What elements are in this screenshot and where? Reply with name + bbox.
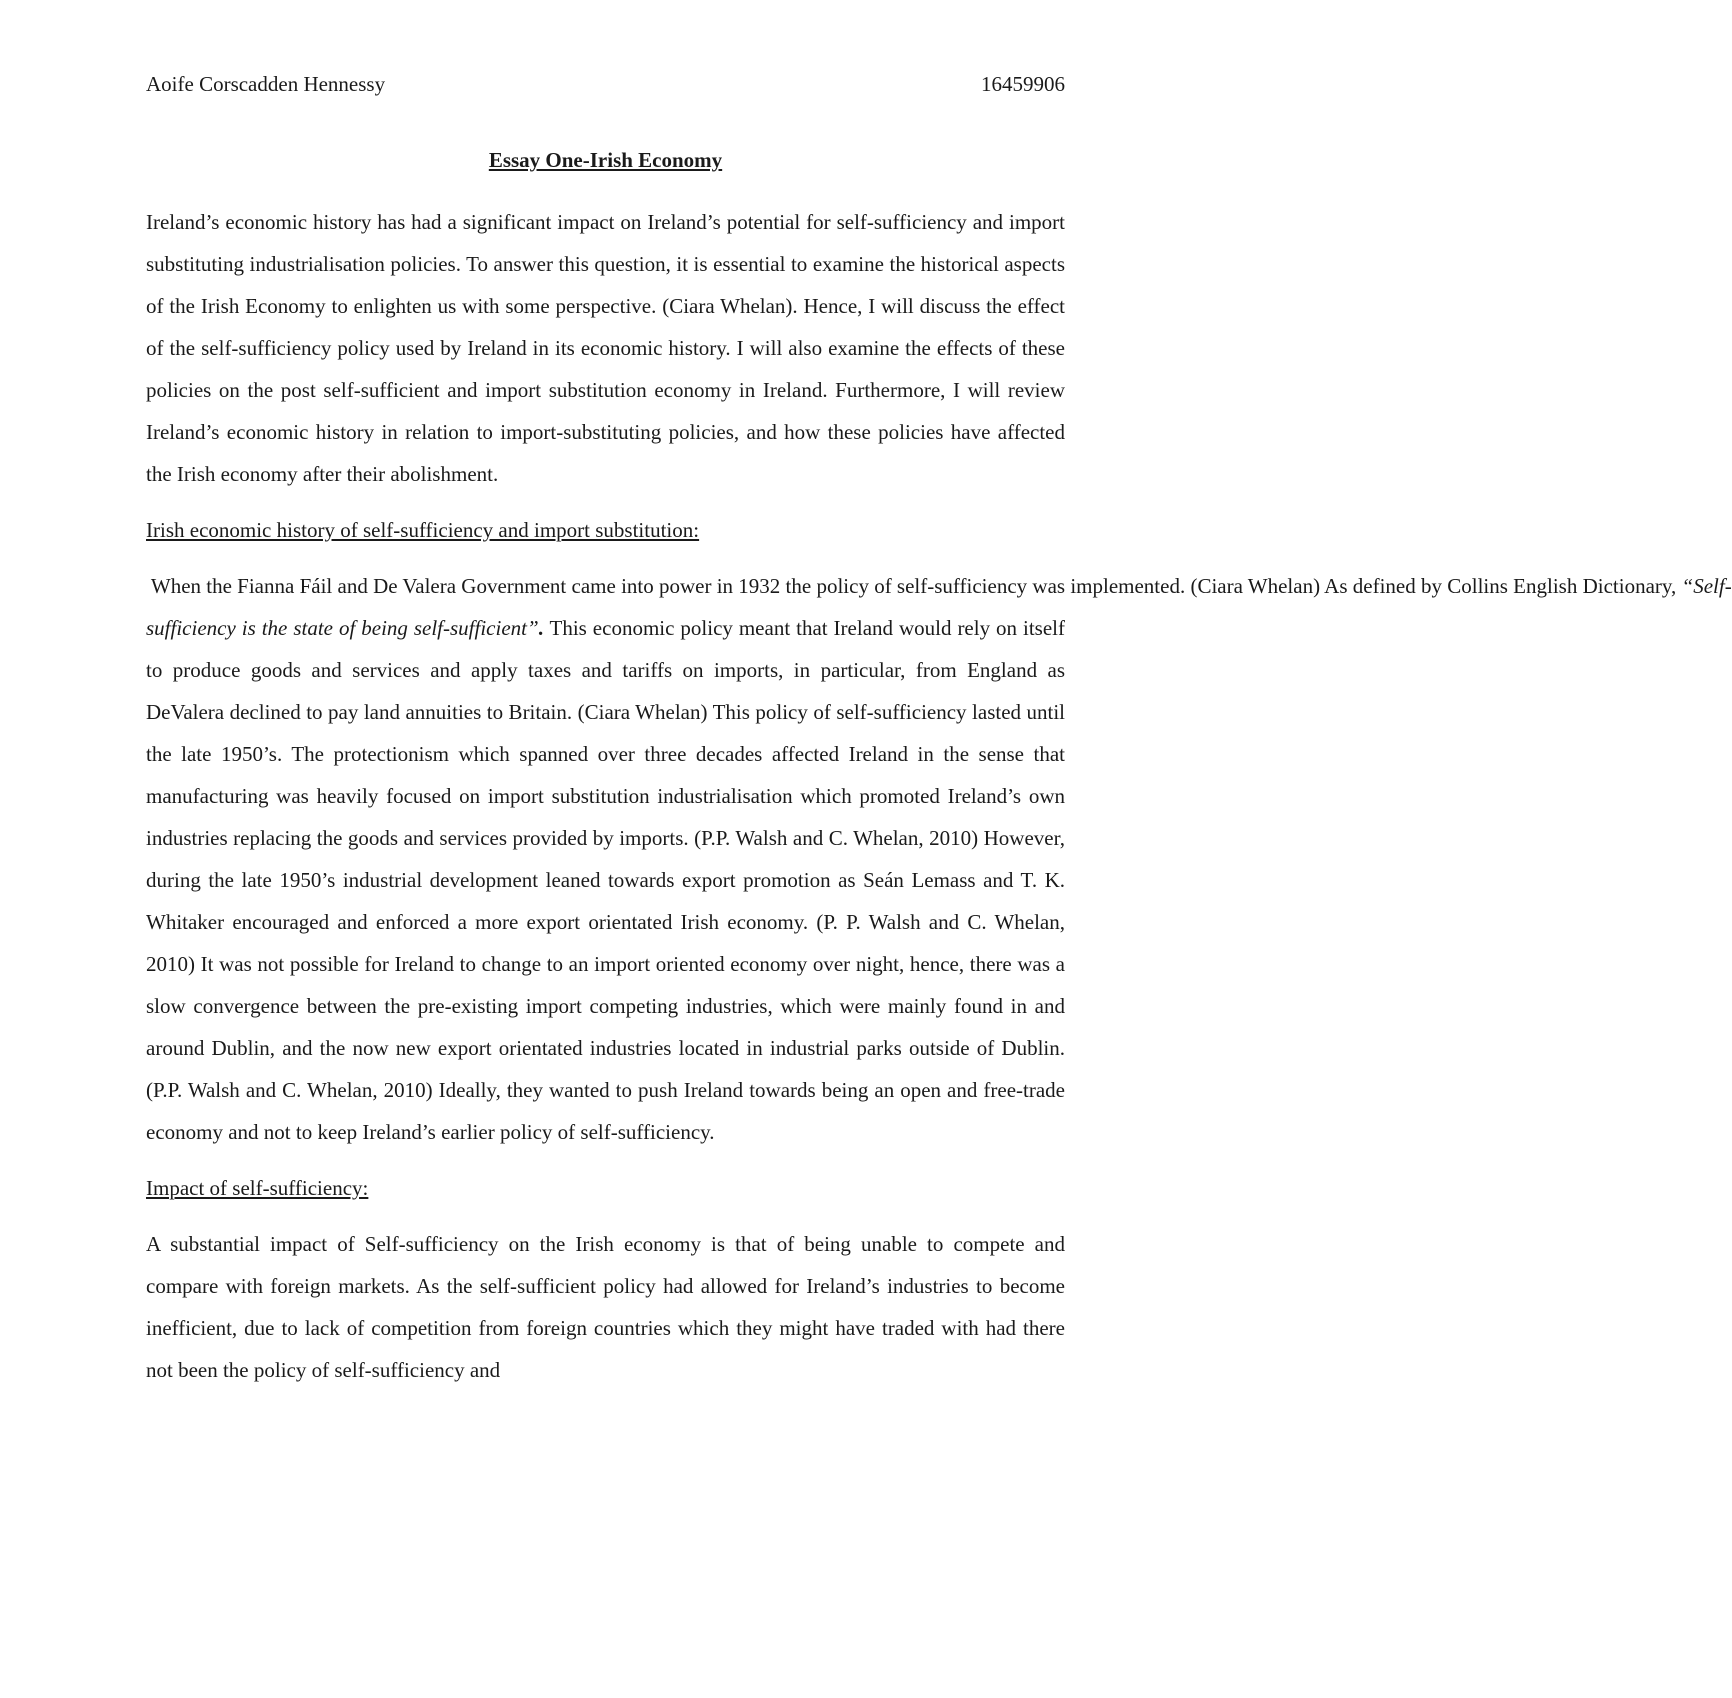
essay-title: Essay One-Irish Economy [488, 148, 723, 172]
section-heading-impact: Impact of self-sufficiency: [146, 1176, 369, 1200]
section-paragraph-impact: A substantial impact of Self-sufficiency on the Irish economy is that of being unable to compete and compare with foreign markets. As the self-sufficient policy had allowed for Ireland’s industries to become inefficient, due to lack of competition from foreign countries which they might have traded with had there not been the policy of self-sufficiency and [146, 1232, 1065, 1382]
intro-paragraph: Ireland’s economic history has had a significant impact on Ireland’s potential for self-sufficiency and import substituting industrialisation policies. To answer this question, it is essential to examine the historical aspects of the Irish Economy to enlighten us with some perspective. (Ciara Whelan). Hence, I will discuss the effect of the self-sufficiency policy used by Ireland in its economic history. I will also examine the effects of these policies on the post self-sufficient and import substitution economy in Ireland. Furthermore, I will review Ireland’s economic history in relation to import-substituting policies, and how these policies have affected the Irish economy after their abolishment. [146, 210, 1065, 486]
author-name: Aoife Corscadden Hennessy [146, 72, 386, 96]
page-header [146, 70, 1065, 98]
paragraph-rest: This economic policy meant that Ireland would rely on itself to produce goods and services and apply taxes and tariffs on imports, in particular, from England as DeValera declined to pay land annuities to Britain. (Ciara Whelan) This policy of self-sufficiency lasted until the late 1950’s. The protectionism which spanned over three decades affected Ireland in the sense that manufacturing was heavily focused on import substitution industrialisation which promoted Ireland’s own industries replacing the goods and services provided by imports. (P.P. Walsh and C. Whelan, 2010) However, during the late 1950’s industrial development leaned towards export promotion as Seán Lemass and T. K. Whitaker encouraged and enforced a more export orientated Irish economy. (P. P. Walsh and C. Whelan, 2010) It was not possible for Ireland to change to an import oriented economy over night, hence, there was a slow convergence between the pre-existing import competing industries, which were mainly found in and around Dublin, and the now new export orientated industries located in industrial parks outside of Dublin. (P.P. Walsh and C. Whelan, 2010) Ideally, they wanted to push Ireland towards being an open and free-trade economy and not to keep Ireland’s earlier policy of self-sufficiency. [146, 616, 1065, 1144]
student-id: 16459906 [981, 72, 1065, 96]
section-paragraph-history [146, 565, 1732, 1153]
section-heading-history: Irish economic history of self-sufficiency and import substitution: [146, 518, 700, 542]
quote-period: . [538, 616, 544, 640]
paragraph-lead: When the Fianna Fáil and De Valera Government came into power in 1932 the policy of self-sufficiency was implemented. (Ciara Whelan) As defined by Collins English Dictionary, [146, 574, 1682, 598]
essay-body [146, 201, 1732, 1391]
dictionary-quote: “Self-sufficiency is the state of being self-sufficient” [146, 574, 1732, 640]
